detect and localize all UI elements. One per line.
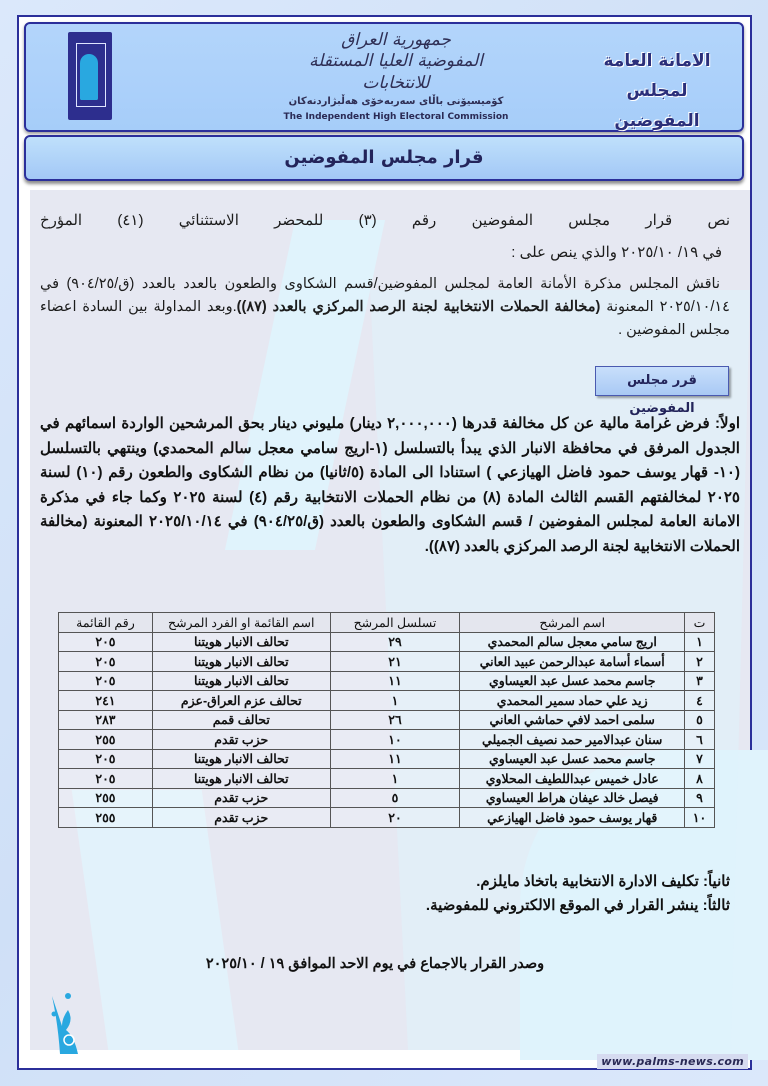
header-candidate-name: اسم المرشح [460, 613, 685, 633]
list-name: تحالف الانبار هويتنا [152, 632, 330, 652]
second-decision: ثانياً: تكليف الادارة الانتخابية باتخاذ مايلزم. [476, 873, 730, 890]
closing-decisions [426, 870, 730, 918]
letterhead [24, 22, 744, 132]
list-number: ٢٠٥ [59, 632, 153, 652]
list-number: ٢٨٣ [59, 710, 153, 730]
list-number: ٢٠٥ [59, 652, 153, 672]
candidate-name: عادل خميس عبداللطيف المحلاوي [460, 769, 685, 789]
first-decision-text: فرض غرامة مالية عن كل مخالفة قدرها (٢,٠٠٠,٠٠٠ دينار) مليوني دينار بحق المرشحين الواردة اسمائهم في الجدول المرفق في محافظة الانبار الذي يبدأ بالتسلسل (١-اريج سامي معجل سالم المحمدي) وينتهي بالتسلسل (١٠- قهار يوسف حمود فاضل الهيازعي ) استنادا الى المادة (٥/ثانيا) من نظام الشكاوى والطعون رقم (١٠) لسنة ٢٠٢٥ لمخالفتهم القسم الثالث المادة (٨) من نظام الحملات الانتخابية رقم (٤) لسنة ٢٠٢٥ وكما جاء في مذكرة الامانة العامة لمجلس المفوضين / قسم الشكاوى والطعون بالعدد (ق/٩٠٤/٢٥) في ٢٠٢٥/١٠/١٤ المعنونة (مخالفة الحملات الانتخابية لجنة الرصد المركزي بالعدد (٨٧)). [40, 415, 740, 555]
list-name: حزب تقدم [152, 808, 330, 828]
candidate-name: جاسم محمد عسل عبد العيساوي [460, 749, 685, 769]
list-number: ٢٠٥ [59, 749, 153, 769]
candidate-sequence: ١ [330, 769, 460, 789]
discussion-subject: (مخالفة الحملات الانتخابية لجنة الرصد المركزي بالعدد (٨٧)) [236, 299, 601, 315]
row-index: ٣ [685, 671, 715, 691]
candidate-sequence: ٢٠ [330, 808, 460, 828]
list-name: تحالف الانبار هويتنا [152, 749, 330, 769]
candidate-sequence: ١ [330, 691, 460, 711]
list-name: تحالف الانبار هويتنا [152, 769, 330, 789]
candidate-sequence: ٥ [330, 788, 460, 808]
row-index: ٦ [685, 730, 715, 750]
candidate-name: قهار يوسف حمود فاضل الهيازعي [460, 808, 685, 828]
org-line-arabic-1: جمهورية العراق [341, 30, 451, 50]
candidate-sequence: ٢٦ [330, 710, 460, 730]
candidate-sequence: ٢١ [330, 652, 460, 672]
discussion-paragraph [40, 273, 730, 342]
candidate-name: اريج سامي معجل سالم المحمدي [460, 632, 685, 652]
candidate-name: سلمى احمد لافي حماشي العاني [460, 710, 685, 730]
list-number: ٢٠٥ [59, 769, 153, 789]
candidate-sequence: ٢٩ [330, 632, 460, 652]
first-decision [40, 412, 740, 560]
source-watermark-url: www.palms-news.com [597, 1054, 748, 1069]
table-row [59, 652, 715, 672]
list-number: ٢٤١ [59, 691, 153, 711]
table-header-row [59, 613, 715, 633]
list-number: ٢٥٥ [59, 788, 153, 808]
discussion-text: ناقش المجلس مذكرة الأمانة العامة لمجلس المفوضين/قسم الشكاوى والطعون بالعدد بالعدد (ق/٩٠٤/٢٥) في ٢٠٢٥/١٠/١٤ المعنونة [40, 276, 730, 315]
candidate-sequence: ١٠ [330, 730, 460, 750]
row-index: ٥ [685, 710, 715, 730]
candidates-table [58, 612, 715, 828]
table-row [59, 730, 715, 750]
candidate-sequence: ١١ [330, 749, 460, 769]
list-name: حزب تقدم [152, 788, 330, 808]
intro-text [40, 205, 730, 269]
intro-line-2: في ١٩/ ٢٠٢٥/١٠ والذي ينص على : [511, 244, 722, 261]
candidate-name: جاسم محمد عسل عبد العيساوي [460, 671, 685, 691]
row-index: ٨ [685, 769, 715, 789]
header-index: ت [685, 613, 715, 633]
row-index: ١ [685, 632, 715, 652]
department-name [592, 46, 722, 136]
org-line-english: The Independent High Electoral Commission [283, 112, 509, 122]
row-index: ٢ [685, 652, 715, 672]
list-name: تحالف الانبار هويتنا [152, 671, 330, 691]
header-candidate-sequence: تسلسل المرشح [330, 613, 460, 633]
table-row [59, 691, 715, 711]
dept-line-2: لمجلس المفوضين [614, 81, 700, 131]
row-index: ٤ [685, 691, 715, 711]
org-line-kurdish: كۆمیسیۆنی باڵای سەربەخۆی هەڵبژاردنەکان [288, 96, 504, 107]
dept-line-1: الامانة العامة [603, 51, 711, 71]
candidate-name: سنان عبدالامير حمد نصيف الجميلي [460, 730, 685, 750]
candidate-name: أسماء أسامة عبدالرحمن عبيد العاني [460, 652, 685, 672]
table-row [59, 808, 715, 828]
list-number: ٢٥٥ [59, 808, 153, 828]
first-decision-label: اولاً: [709, 415, 740, 432]
header-list-name: اسم القائمة او الفرد المرشح [152, 613, 330, 633]
row-index: ٧ [685, 749, 715, 769]
table-row [59, 671, 715, 691]
candidate-sequence: ١١ [330, 671, 460, 691]
header-list-number: رقم القائمة [59, 613, 153, 633]
list-name: تحالف عزم العراق-عزم [152, 691, 330, 711]
third-decision: ثالثاً: ينشر القرار في الموقع الالكتروني للمفوضية. [425, 897, 730, 914]
candidate-name: زيد علي حماد سمير المحمدي [460, 691, 685, 711]
table-row [59, 769, 715, 789]
org-line-arabic-2: المفوضية العليا المستقلة للانتخابات [308, 51, 483, 93]
table-row [59, 632, 715, 652]
candidate-name: فيصل خالد عيفان هراط العيساوي [460, 788, 685, 808]
list-number: ٢٠٥ [59, 671, 153, 691]
list-name: تحالف الانبار هويتنا [152, 652, 330, 672]
list-name: حزب تقدم [152, 730, 330, 750]
logo-figure [80, 54, 98, 100]
decision-badge: قرر مجلس المفوضين [595, 366, 729, 396]
row-index: ١٠ [685, 808, 715, 828]
ihec-logo-icon [68, 32, 112, 120]
list-name: تحالف قمم [152, 710, 330, 730]
list-number: ٢٥٥ [59, 730, 153, 750]
ihec-watermark-logo-icon [44, 990, 90, 1058]
watermark-stripe [72, 790, 239, 1050]
document-title: قرار مجلس المفوضين [24, 135, 744, 181]
organization-name [276, 30, 516, 124]
table-row [59, 788, 715, 808]
table-row [59, 749, 715, 769]
table-row [59, 710, 715, 730]
issued-statement: وصدر القرار بالاجماع في يوم الاحد الموافق ١٩ / ٢٠٢٥/١٠ [205, 956, 545, 972]
row-index: ٩ [685, 788, 715, 808]
discussion-conclusion: .وبعد المداولة بين السادة اعضاء مجلس المفوضين . [40, 299, 730, 338]
intro-line-1: نص قرار مجلس المفوضين رقم (٣) للمحضر الاستثنائي (٤١) المؤرخ [40, 212, 731, 229]
